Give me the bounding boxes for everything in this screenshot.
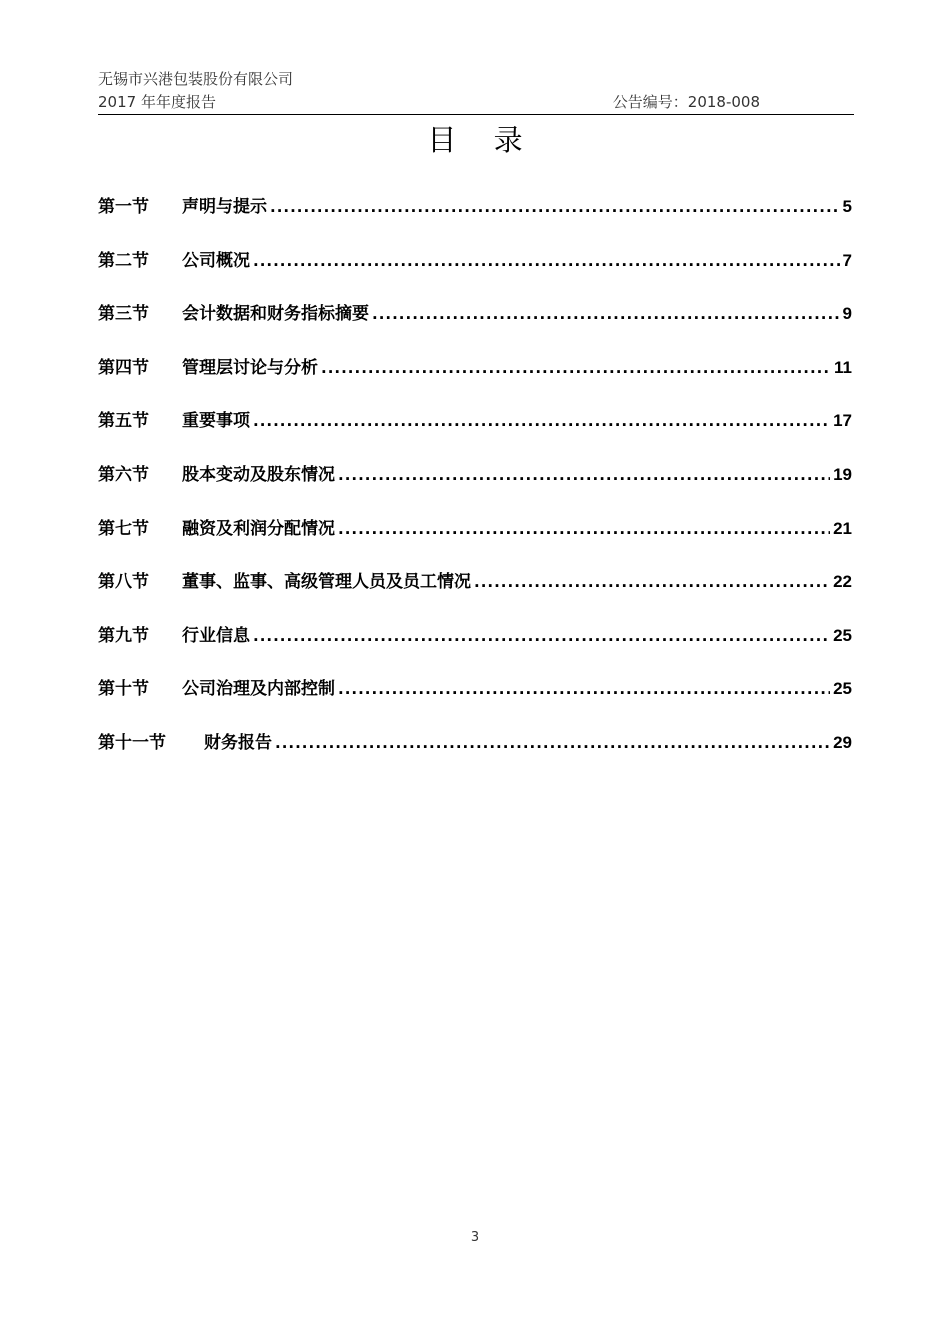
toc-entry[interactable] — [98, 245, 852, 299]
toc-section-number: 第九节 — [98, 625, 149, 646]
toc-title: 目 录 — [427, 123, 537, 157]
toc-section-number: 第十一节 — [98, 732, 166, 753]
toc-entry[interactable] — [98, 298, 852, 352]
toc-page-number: 22 — [833, 572, 852, 592]
toc-entry[interactable] — [98, 513, 852, 567]
toc-entry[interactable] — [98, 673, 852, 727]
toc-section-title: 行业信息 — [182, 625, 250, 646]
toc-page-number: 9 — [842, 304, 852, 324]
toc-dot-leader — [321, 352, 831, 384]
toc-dot-leader — [338, 513, 830, 545]
toc-section-title: 管理层讨论与分析 — [182, 357, 318, 378]
report-title: 2017 年年度报告 — [98, 93, 216, 111]
toc-page-number: 7 — [842, 250, 852, 270]
toc-section-number: 第四节 — [98, 357, 149, 378]
toc-section-number: 第八节 — [98, 572, 149, 593]
toc-page-number: 19 — [833, 464, 852, 484]
toc-page-number: 21 — [833, 518, 852, 538]
toc-entry[interactable] — [98, 191, 852, 245]
toc-section-number: 第六节 — [98, 464, 149, 485]
toc-dot-leader — [253, 620, 830, 652]
toc-section-title: 公司治理及内部控制 — [182, 679, 335, 700]
toc-section-number: 第七节 — [98, 518, 149, 539]
toc-section-title: 融资及利润分配情况 — [182, 518, 335, 539]
toc-entry[interactable] — [98, 405, 852, 459]
toc-section-title: 董事、监事、高级管理人员及员工情况 — [182, 572, 471, 593]
toc-section-title: 会计数据和财务指标摘要 — [182, 304, 369, 325]
toc-page-number: 25 — [833, 625, 852, 645]
footer-page-number: 3 — [470, 1230, 480, 1245]
toc-section-title: 股本变动及股东情况 — [182, 464, 335, 485]
page-header — [98, 68, 854, 115]
toc-dot-leader — [270, 191, 840, 223]
toc-dot-leader — [338, 673, 830, 705]
toc-section-number: 第五节 — [98, 411, 149, 432]
toc-page-number: 11 — [834, 357, 852, 377]
toc-page-number: 29 — [833, 732, 852, 752]
company-name: 无锡市兴港包装股份有限公司 — [98, 70, 294, 88]
toc-section-title: 财务报告 — [204, 732, 272, 753]
toc-section-number: 第三节 — [98, 304, 149, 325]
toc-section-title: 重要事项 — [182, 411, 250, 432]
toc-section-number: 第一节 — [98, 197, 149, 217]
toc-entry[interactable] — [98, 620, 852, 674]
toc-dot-leader — [372, 298, 840, 330]
toc-section-number: 第十节 — [98, 679, 149, 700]
toc-entry[interactable] — [98, 727, 852, 781]
toc-entry[interactable] — [98, 459, 852, 513]
toc-section-title: 公司概况 — [182, 250, 250, 271]
toc-dot-leader — [275, 727, 830, 759]
toc-section-number: 第二节 — [98, 250, 149, 271]
toc-dot-leader — [253, 405, 830, 437]
table-of-contents — [98, 191, 852, 781]
toc-dot-leader — [338, 459, 830, 491]
toc-page-number: 17 — [833, 411, 852, 431]
toc-page-number: 5 — [842, 197, 852, 216]
toc-entry[interactable] — [98, 566, 852, 620]
toc-dot-leader — [253, 245, 840, 277]
toc-dot-leader — [474, 566, 830, 598]
toc-entry[interactable] — [98, 352, 852, 406]
notice-number: 公告编号：2018-008 — [612, 93, 760, 111]
toc-page-number: 25 — [833, 679, 852, 699]
toc-section-title: 声明与提示 — [182, 197, 267, 217]
